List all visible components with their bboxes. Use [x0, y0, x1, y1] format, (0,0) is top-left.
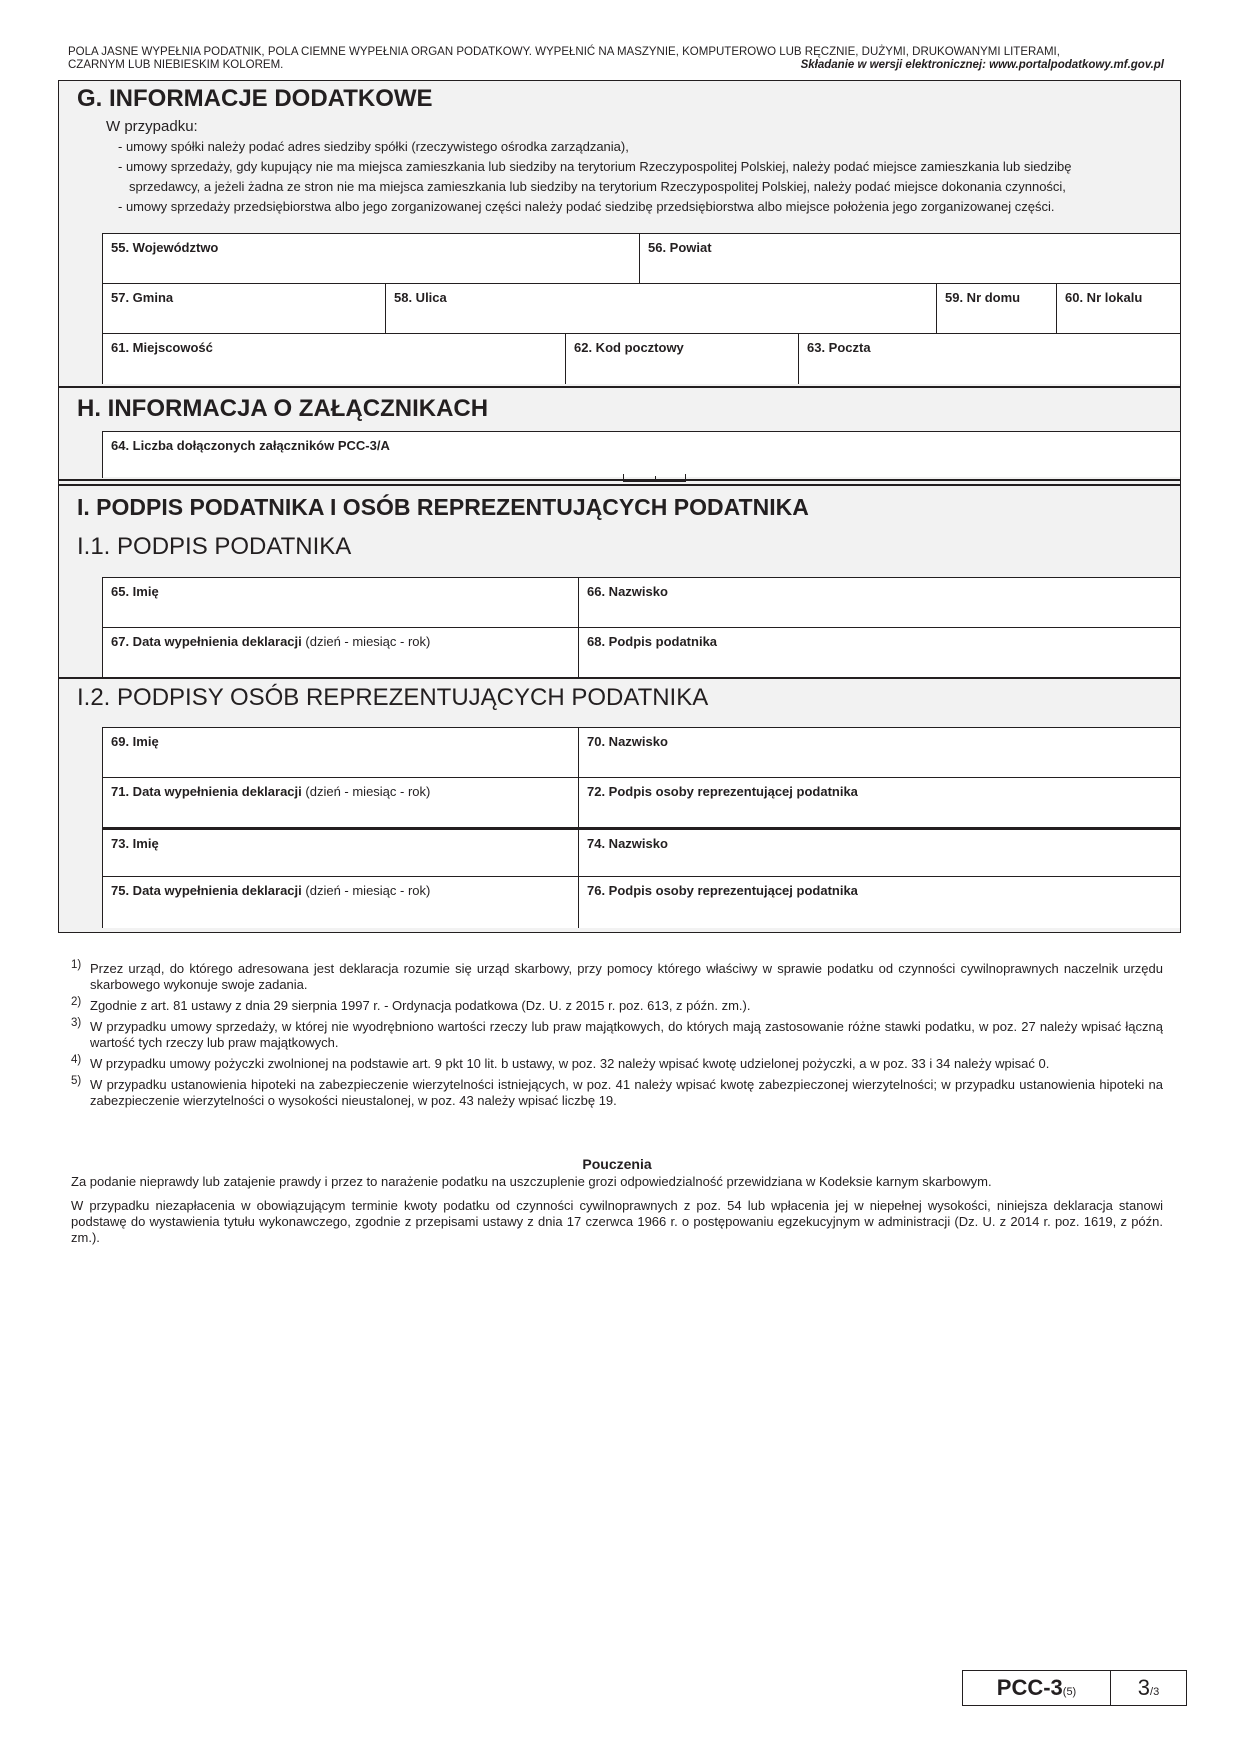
footnote-mark: 2) — [71, 996, 82, 1008]
instructions-title: Pouczenia — [582, 1156, 652, 1172]
footnote — [71, 1077, 1163, 1109]
footnote-text: Przez urząd, do którego adresowana jest deklaracja rozumie się urząd skarbowy, przy pomocy którego właściwy w sprawie podatku od czynności cywilnoprawnych naczelnik urzędu skarbowego wykonuje swoje zadania. — [90, 961, 1163, 992]
section-g-bullet: - umowy sprzedaży przedsiębiorstwa albo jego zorganizowanej części należy podać siedzibę przedsiębiorstwa albo miejsce położenia jego zorganizowanej części. — [118, 199, 1055, 214]
representative-signature-fields — [102, 727, 1180, 928]
declaration-form — [58, 80, 1181, 933]
field-post-office[interactable] — [798, 334, 1180, 384]
field-label: 55. Województwo — [111, 240, 219, 255]
field-postal-code[interactable] — [565, 334, 798, 384]
section-divider — [59, 479, 1180, 481]
field-voivodeship[interactable] — [102, 234, 639, 283]
field-label: 75. Data wypełnienia deklaracji — [111, 883, 302, 898]
field-filing-date[interactable] — [102, 628, 578, 677]
field-rep1-filing-date[interactable] — [102, 778, 578, 827]
field-label: 56. Powiat — [648, 240, 712, 255]
field-label: 68. Podpis podatnika — [587, 634, 718, 649]
instructions-paragraph: Za podanie nieprawdy lub zatajenie prawdy i przez to narażenie podatku na uszczuplenie grozi odpowiedzialność przewidziana w Kodeksie karnym skarbowym. — [71, 1174, 992, 1189]
field-label: 67. Data wypełnienia deklaracji — [111, 634, 302, 649]
field-rep1-first-name[interactable] — [102, 728, 578, 777]
instructions-section — [71, 1156, 1163, 1254]
field-rep2-signature[interactable] — [578, 877, 1180, 928]
attachments-fields — [102, 431, 1180, 477]
field-label: 71. Data wypełnienia deklaracji — [111, 784, 302, 799]
field-label: 58. Ulica — [394, 290, 447, 305]
section-divider — [59, 386, 1180, 388]
field-label: 70. Nazwisko — [587, 734, 668, 749]
form-code-label: PCC-3 — [996, 1675, 1063, 1700]
address-fields — [102, 233, 1180, 384]
field-rep1-signature[interactable] — [578, 778, 1180, 827]
field-label: 72. Podpis osoby reprezentującej podatnika — [587, 784, 858, 799]
form-footer — [962, 1670, 1187, 1706]
footnote-text: W przypadku umowy sprzedaży, w której nie wyodrębniono wartości rzeczy lub praw majątkowych, do których mają zastosowanie różne stawki podatku, w poz. 27 należy wpisać łączną wartość tych rzeczy lub praw majątkowych. — [90, 1019, 1163, 1050]
section-divider — [59, 677, 1180, 679]
section-g-intro: W przypadku: — [106, 118, 198, 135]
footnote-text: W przypadku umowy pożyczki zwolnionej na podstawie art. 9 pkt 10 lit. b ustawy, w poz. 32 należy wpisać kwotę udzielonej pożyczki, a w poz. 33 i 34 należy wpisać 0. — [90, 1056, 1050, 1071]
field-label: 63. Poczta — [807, 340, 871, 355]
field-label: 76. Podpis osoby reprezentującej podatnika — [587, 883, 858, 898]
field-street[interactable] — [385, 284, 936, 333]
field-rep2-first-name[interactable] — [102, 830, 578, 876]
field-label: 64. Liczba dołączonych załączników PCC-3/A — [111, 438, 390, 453]
section-g-bullet: - umowy sprzedaży, gdy kupujący nie ma miejsca zamieszkania lub siedziby na terytorium Rzeczypospolitej Polskiej, należy podać miejsce zamieszkania lub siedzibę — [118, 159, 1072, 174]
page-total: /3 — [1150, 1686, 1160, 1698]
field-town[interactable] — [102, 334, 565, 384]
electronic-submission-note: Składanie w wersji elektronicznej: www.portalpodatkowy.mf.gov.pl — [800, 59, 1164, 71]
field-rep1-last-name[interactable] — [578, 728, 1180, 777]
field-label: 65. Imię — [111, 584, 159, 599]
field-label: 61. Miejscowość — [111, 340, 213, 355]
footnote — [71, 998, 1163, 1014]
field-house-number[interactable] — [936, 284, 1056, 333]
field-apartment-number[interactable] — [1056, 284, 1180, 333]
date-format-hint: (dzień - miesiąc - rok) — [305, 634, 431, 649]
instructions-paragraph: W przypadku niezapłacenia w obowiązującym terminie kwoty podatku od czynności cywilnoprawnych z poz. 54 lub wpłacenia jej w niepełnej wysokości, niniejsza deklaracja stanowi podstawę do wystawienia tytułu wykonawczego, zgodnie z przepisami ustawy z dnia 17 czerwca 1966 r. o postępowaniu egzekucyjnym w administracji (Dz. U. z 2014 r. poz. 1619, z późn. zm.). — [71, 1198, 1163, 1245]
section-g-title: G. INFORMACJE DODATKOWE — [77, 85, 433, 112]
footnote — [71, 1019, 1163, 1051]
field-label: 73. Imię — [111, 836, 159, 851]
page-number — [1111, 1671, 1186, 1705]
form-code — [963, 1671, 1111, 1705]
header-instructions: POLA JASNE WYPEŁNIA PODATNIK, POLA CIEMNE WYPEŁNIA ORGAN PODATKOWY. WYPEŁNIĆ NA MASZYNIE, KOMPUTEROWO LUB RĘCZNIE, DUŻYMI, DRUKOWANYMI LITERAMI, — [68, 46, 1060, 58]
field-label: 57. Gmina — [111, 290, 174, 305]
field-rep2-filing-date[interactable] — [102, 877, 578, 928]
form-version: (5) — [1062, 1686, 1077, 1698]
section-h-title: H. INFORMACJA O ZAŁĄCZNIKACH — [77, 395, 489, 422]
date-format-hint: (dzień - miesiąc - rok) — [305, 883, 431, 898]
field-label: 69. Imię — [111, 734, 159, 749]
footnote-mark: 1) — [71, 959, 82, 971]
footnotes — [71, 961, 1163, 1114]
field-first-name[interactable] — [102, 578, 578, 627]
footnote-text: W przypadku ustanowienia hipoteki na zabezpieczenie wierzytelności istniejących, w poz. 41 należy wpisać kwotę zabezpieczonej wierzytelności; w przypadku ustanowienia hipoteki na zabezpieczenie wierzytelności o wysokości nieustalonej, w poz. 43 należy wpisać liczbę 19. — [90, 1077, 1163, 1108]
field-label: 66. Nazwisko — [587, 584, 668, 599]
field-county[interactable] — [639, 234, 1180, 283]
footnote-mark: 4) — [71, 1054, 82, 1066]
section-g-bullet: - umowy spółki należy podać adres siedziby spółki (rzeczywistego ośrodka zarządzania), — [118, 139, 629, 154]
footnote-mark: 3) — [71, 1017, 82, 1029]
footnote-mark: 5) — [71, 1075, 82, 1087]
page-current: 3 — [1137, 1675, 1151, 1700]
section-i1-title: I.1. PODPIS PODATNIKA — [77, 533, 352, 560]
taxpayer-signature-fields — [102, 577, 1180, 677]
field-commune[interactable] — [102, 284, 385, 333]
form-header — [68, 46, 1164, 72]
section-divider — [59, 484, 1180, 486]
field-label: 62. Kod pocztowy — [574, 340, 684, 355]
section-i-title: I. PODPIS PODATNIKA I OSÓB REPREZENTUJĄCYCH PODATNIKA — [77, 494, 809, 520]
footnote-text: Zgodnie z art. 81 ustawy z dnia 29 sierpnia 1997 r. - Ordynacja podatkowa (Dz. U. z 2015 r. poz. 613, z późn. zm.). — [90, 998, 751, 1013]
section-g-instructions — [106, 117, 1072, 217]
field-attachment-count[interactable] — [102, 432, 1180, 478]
date-format-hint: (dzień - miesiąc - rok) — [305, 784, 431, 799]
section-g-bullet-cont: sprzedawcy, a jeżeli żadna ze stron nie ma miejsca zamieszkania lub siedziby na terytorium Rzeczypospolitej Polskiej, należy podać miejsce dokonania czynności, — [129, 179, 1066, 194]
field-label: 60. Nr lokalu — [1065, 290, 1143, 305]
footnote — [71, 1056, 1163, 1072]
field-rep2-last-name[interactable] — [578, 830, 1180, 876]
field-taxpayer-signature[interactable] — [578, 628, 1180, 677]
field-label: 59. Nr domu — [945, 290, 1021, 305]
header-instructions-cont: CZARNYM LUB NIEBIESKIM KOLOREM. — [68, 59, 284, 71]
footnote — [71, 961, 1163, 993]
field-last-name[interactable] — [578, 578, 1180, 627]
section-i2-title: I.2. PODPISY OSÓB REPREZENTUJĄCYCH PODATNIKA — [77, 684, 709, 711]
field-label: 74. Nazwisko — [587, 836, 668, 851]
